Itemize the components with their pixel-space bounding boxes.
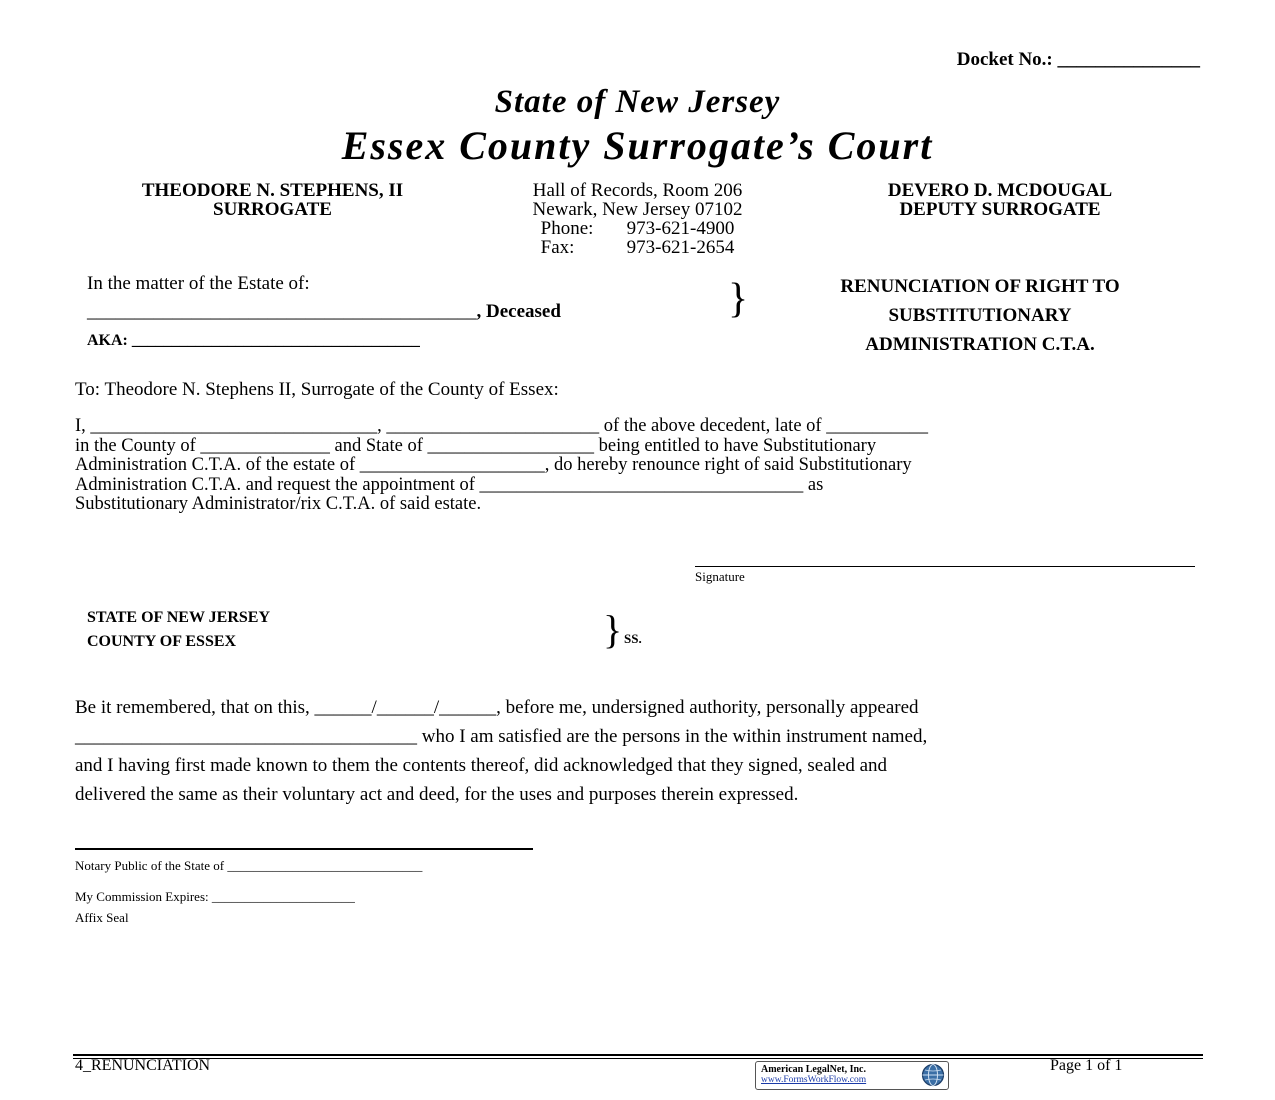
deputy-block bbox=[800, 181, 1200, 219]
renunciation-paragraph bbox=[75, 417, 1205, 515]
form-id: 4_RENUNCIATION bbox=[75, 1057, 211, 1074]
caption-brace: } bbox=[728, 276, 749, 322]
state-title: State of New Jersey bbox=[494, 84, 781, 120]
notary-state-field[interactable]: Notary Public of the State of ______________________________ bbox=[75, 858, 423, 873]
commission-expires-field[interactable]: My Commission Expires: ______________________ bbox=[75, 889, 355, 904]
para-line[interactable]: Administration C.T.A. and request the appointment of ___________________________________ as bbox=[75, 474, 824, 495]
aka-field[interactable]: AKA: ____________________________________ bbox=[87, 332, 420, 349]
fax-row bbox=[480, 238, 795, 257]
page-number: Page 1 of 1 bbox=[1050, 1057, 1123, 1074]
document-heading bbox=[775, 272, 1185, 359]
ack-line: delivered the same as their voluntary act and deed, for the uses and purposes therein expressed. bbox=[75, 784, 799, 805]
addressee: To: Theodore N. Stephens II, Surrogate of the County of Essex: bbox=[75, 379, 559, 400]
acknowledgment-paragraph bbox=[75, 693, 1205, 809]
heading-line-3: ADMINISTRATION C.T.A. bbox=[865, 334, 1095, 355]
court-address-block bbox=[480, 181, 795, 257]
venue-ss: SS. bbox=[624, 631, 642, 646]
notary-signature-field[interactable] bbox=[75, 848, 533, 850]
estate-matter-label: In the matter of the Estate of: bbox=[87, 273, 310, 294]
logo-name: American LegalNet, Inc. bbox=[761, 1064, 866, 1075]
venue-county: COUNTY OF ESSEX bbox=[87, 633, 237, 650]
ack-line: and I having first made known to them the contents thereof, did acknowledged that they signed, sealed and bbox=[75, 755, 888, 776]
phone-value: 973-621-4900 bbox=[626, 218, 735, 239]
address-line-2: Newark, New Jersey 07102 bbox=[532, 199, 743, 220]
surrogate-name: THEODORE N. STEPHENS, II bbox=[141, 180, 404, 201]
para-line: Substitutionary Administrator/rix C.T.A. of said estate. bbox=[75, 494, 482, 514]
fax-label: Fax: bbox=[540, 237, 575, 258]
deputy-name: DEVERO D. MCDOUGAL bbox=[887, 180, 1113, 201]
footer-rule bbox=[73, 1054, 1203, 1056]
fax-value: 973-621-2654 bbox=[626, 237, 735, 258]
venue-state: STATE OF NEW JERSEY bbox=[87, 609, 271, 626]
para-line[interactable]: Administration C.T.A. of the estate of ____________________, do hereby renounce right of said Substitutionary bbox=[75, 455, 912, 475]
publisher-logo[interactable] bbox=[755, 1061, 949, 1090]
para-line[interactable]: in the County of ______________ and State of __________________ being entitled to have Substitutionary bbox=[75, 435, 877, 456]
court-title: Essex County Surrogate’s Court bbox=[341, 123, 934, 168]
phone-label: Phone: bbox=[540, 218, 594, 239]
ack-line[interactable]: ____________________________________ who I am satisfied are the persons in the within instrument named, bbox=[75, 726, 928, 747]
ack-line[interactable]: Be it remembered, that on this, ______/______/______, before me, undersigned authority, personally appeared bbox=[75, 697, 919, 718]
address-line-1: Hall of Records, Room 206 bbox=[532, 180, 743, 201]
footer-rule-thin bbox=[73, 1058, 1203, 1059]
phone-row bbox=[480, 219, 795, 238]
docket-number: Docket No.: _______________ bbox=[956, 49, 1200, 70]
venue-brace: } bbox=[603, 607, 623, 652]
deceased-name-field[interactable]: _________________________________________ bbox=[87, 301, 477, 322]
deputy-title: DEPUTY SURROGATE bbox=[899, 199, 1101, 220]
venue-block bbox=[87, 606, 270, 654]
heading-line-2: SUBSTITUTIONARY bbox=[888, 305, 1072, 326]
signature-field[interactable] bbox=[695, 566, 1195, 567]
surrogate-block bbox=[90, 181, 455, 219]
para-line[interactable]: I, _______________________________, _______________________ of the above decedent, late of ___________ bbox=[75, 416, 928, 436]
surrogate-title: SURROGATE bbox=[213, 199, 332, 220]
logo-url-link[interactable]: www.FormsWorkFlow.com bbox=[761, 1075, 867, 1085]
affix-seal-label: Affix Seal bbox=[75, 910, 129, 925]
deceased-label: , Deceased bbox=[476, 301, 561, 322]
signature-label: Signature bbox=[695, 569, 745, 584]
globe-icon bbox=[921, 1063, 945, 1087]
heading-line-1: RENUNCIATION OF RIGHT TO bbox=[840, 276, 1120, 297]
deceased-line bbox=[87, 301, 561, 323]
